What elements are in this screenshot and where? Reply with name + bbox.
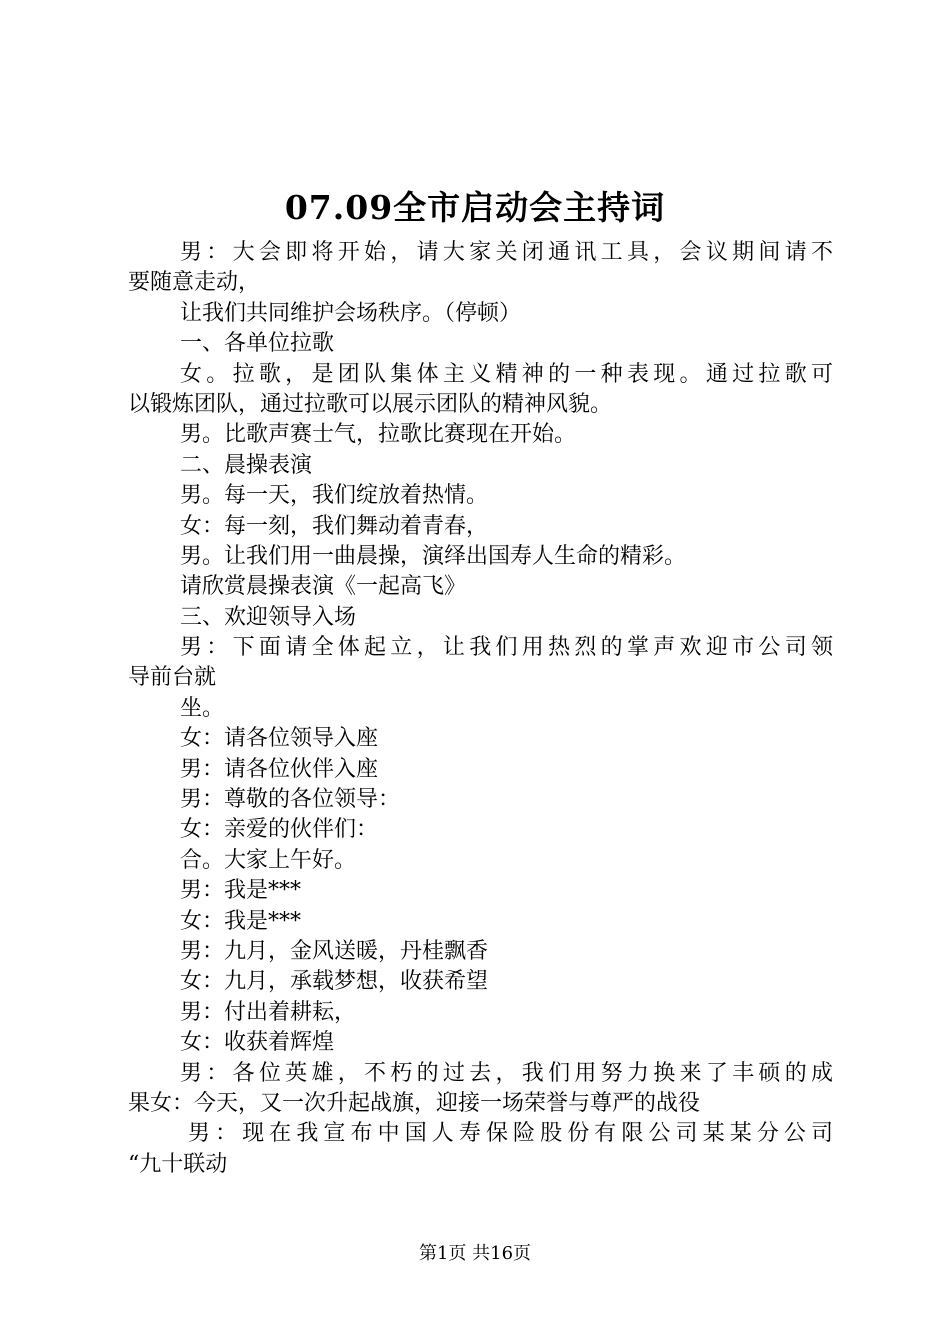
text-line: 女。拉歌，是团队集体主义精神的一种表现。通过拉歌可 — [180, 361, 833, 387]
text-line: 要随意走动， — [128, 270, 261, 296]
document-title: 07.09全市启动会主持词 — [284, 188, 666, 227]
text-line: 三、欢迎领导入场 — [180, 604, 357, 630]
text-line: 男。让我们用一曲晨操，演绎出国寿人生命的精彩。 — [180, 543, 687, 569]
text-line: 男：请各位伙伴入座 — [180, 756, 379, 782]
text-line: 男：现在我宣布中国人寿保险股份有限公司某某分公司 — [188, 1121, 833, 1147]
text-line: “九十联动 — [128, 1151, 228, 1177]
text-line: 一、各单位拉歌 — [180, 331, 335, 357]
text-line: 男：我是*** — [180, 878, 302, 904]
text-line: 坐。 — [180, 695, 225, 721]
text-line: 果女：今天，又一次升起战旗，迎接一场荣誉与尊严的战役 — [128, 1090, 701, 1116]
text-line: 女：请各位领导入座 — [180, 726, 379, 752]
text-line: 男：各位英雄，不朽的过去，我们用努力换来了丰硕的成 — [180, 1060, 833, 1086]
text-line: 二、晨操表演 — [180, 452, 313, 478]
page-footer: 第1页 共16页 — [418, 1243, 532, 1264]
text-line: 导前台就 — [128, 665, 217, 691]
text-line: 女：亲爱的伙伴们： — [180, 817, 379, 843]
text-line: 女：每一刻，我们舞动着青春， — [180, 513, 489, 539]
text-line: 男：尊敬的各位领导： — [180, 787, 401, 813]
text-line: 请欣赏晨操表演《一起高飞》 — [180, 574, 467, 600]
text-line: 女：九月，承载梦想，收获希望 — [180, 969, 489, 995]
text-line: 女：我是*** — [180, 908, 302, 934]
text-line: 男：付出着耕耘， — [180, 999, 357, 1025]
text-line: 以锻炼团队，通过拉歌可以展示团队的精神风貌。 — [128, 391, 613, 417]
document-body — [128, 238, 833, 1180]
text-line: 男。比歌声赛士气，拉歌比赛现在开始。 — [180, 422, 577, 448]
text-line: 男：下面请全体起立，让我们用热烈的掌声欢迎市公司领 — [180, 635, 833, 661]
text-line: 合。大家上午好。 — [180, 847, 357, 873]
text-line: 男。每一天，我们绽放着热情。 — [180, 483, 489, 509]
text-line: 让我们共同维护会场秩序。（停顿） — [180, 300, 522, 326]
text-line: 男：大会即将开始，请大家关闭通讯工具，会议期间请不 — [180, 240, 833, 265]
text-line: 女：收获着辉煌 — [180, 1030, 335, 1056]
text-line: 男：九月，金风送暖，丹桂飘香 — [180, 938, 489, 964]
